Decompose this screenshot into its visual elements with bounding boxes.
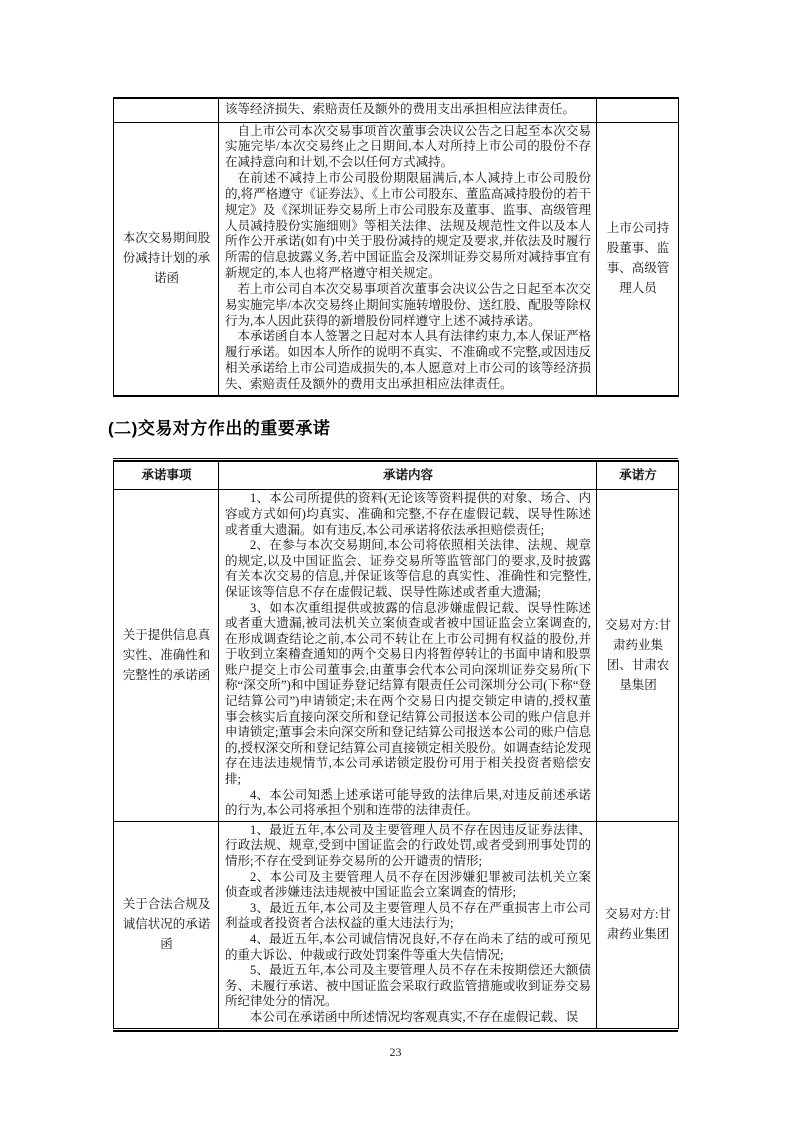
section-heading: (二)交易对方作出的重要承诺: [108, 418, 331, 438]
commitment-item-cell-empty: [114, 98, 219, 122]
commitment-item-label: 关于提供信息真实性、准确性和完整性的承诺函: [114, 490, 219, 821]
commitment-party: 交易对方:甘肃药业集团、甘肃农垦集团: [597, 490, 679, 821]
header-commitment-content: 承诺内容: [219, 461, 597, 490]
commitment-content-continued: 该等经济损失、索赔责任及额外的费用支出承担相应法律责任。: [219, 98, 597, 122]
table-row-information-accuracy: [114, 490, 679, 821]
table-row-continuation: [114, 98, 679, 122]
commitment-item-label: 关于合法合规及诚信状况的承诺函: [114, 821, 219, 1028]
commitment-party: 上市公司持股董事、监事、高级管理人员: [597, 122, 679, 396]
commitment-party-cell-empty: [597, 98, 679, 122]
commitment-item-label: 本次交易期间股份减持计划的承诺函: [114, 122, 219, 396]
table-header-row: [114, 461, 679, 490]
header-commitment-party: 承诺方: [597, 461, 679, 490]
commitments-table-continued: [113, 97, 679, 397]
commitment-party: 交易对方:甘肃药业集团: [597, 821, 679, 1028]
commitment-content: 自上市公司本次交易事项首次董事会决议公告之日起至本次交易实施完毕/本次交易终止之日期间,本人对所持上市公司的股份不存在减持意向和计划,不会以任何方式减持。 在前述不减持上市公司股份期限届满后,本人减持上市公司股份的,将严格遵守《证券法》、《上市公司股东、董监高减持股份的若干规定》及《深圳证券交易所上市公司股东及董事、监事、高级管理人员减持股份实施细则》等相关法律、法规及规范性文件以及本人所作公开承诺(如有)中关于股份减持的规定及要求,并依法及时履行所需的信息披露义务,若中国证监会及深圳证券交易所对减持事宜有新规定的,本人也将严格遵守相关规定。 若上市公司自本次交易事项首次董事会决议公告之日起至本次交易实施完毕/本次交易终止期间实施转增股份、送红股、配股等除权行为,本人因此获得的新增股份同样遵守上述不减持承诺。 本承诺函自本人签署之日起对本人具有法律约束力,本人保证严格履行承诺。如因本人所作的说明不真实、不准确或不完整,或因违反相关承诺给上市公司造成损失的,本人愿意对上市公司的该等经济损失、索赔责任及额外的费用支出承担相应法律责任。: [219, 122, 597, 396]
page-number: 23: [389, 1045, 402, 1060]
commitment-content: 1、最近五年,本公司及主要管理人员不存在因违反证券法律、行政法规、规章,受到中国证监会的行政处罚,或者受到刑事处罚的情形;不存在受到证券交易所的公开谴责的情形; 2、本公司及主要管理人员不存在因涉嫌犯罪被司法机关立案侦查或者涉嫌违法违规被中国证监会立案调查的情形; 3、最近五年,本公司及主要管理人员不存在严重损害上市公司利益或者投资者合法权益的重大违法行为; 4、最近五年,本公司诚信情况良好,不存在尚未了结的或可预见的重大诉讼、仲裁或行政处罚案件等重大失信情况; 5、最近五年,本公司及主要管理人员不存在未按期偿还大额债务、未履行承诺、被中国证监会采取行政监管措施或收到证券交易所纪律处分的情况。 本公司在承诺函中所述情况均客观真实,不存在虚假记载、误: [219, 821, 597, 1028]
commitment-content: 1、本公司所提供的资料(无论该等资料提供的对象、场合、内容或方式如何)均真实、准确和完整,不存在虚假记载、误导性陈述或者重大遗漏。如有违反,本公司承诺将依法承担赔偿责任; 2、在参与本次交易期间,本公司将依照相关法律、法规、规章的规定,以及中国证监会、证券交易所等监管部门的要求,及时披露有关本次交易的信息,并保证该等信息的真实性、准确性和完整性,保证该等信息不存在虚假记载、误导性陈述或者重大遗漏; 3、如本次重组提供或披露的信息涉嫌虚假记载、误导性陈述或者重大遗漏,被司法机关立案侦查或者被中国证监会立案调查的,在形成调查结论之前,本公司不转让在上市公司拥有权益的股份,并于收到立案稽查通知的两个交易日内将暂停转让的书面申请和股票账户提交上市公司董事会,由董事会代本公司向深圳证券交易所(下称“深交所”)和中国证券登记结算有限责任公司深圳分公司(下称“登记结算公司”)申请锁定;未在两个交易日内提交锁定申请的,授权董事会核实后直接向深交所和登记结算公司报送本公司的账户信息并申请锁定;董事会未向深交所和登记结算公司报送本公司的账户信息的,授权深交所和登记结算公司直接锁定相关股份。如调查结论发现存在违法违规情节,本公司承诺锁定股份可用于相关投资者赔偿安排; 4、本公司知悉上述承诺可能导致的法律后果,对违反前述承诺的行为,本公司将承担个别和连带的法律责任。: [219, 490, 597, 821]
table-row-share-reduction: [114, 122, 679, 396]
header-commitment-item: 承诺事项: [114, 461, 219, 490]
table-row-legal-compliance: [114, 821, 679, 1028]
counterparty-table-wrapper: [113, 458, 678, 1032]
counterparty-commitments-table: [113, 460, 679, 1028]
